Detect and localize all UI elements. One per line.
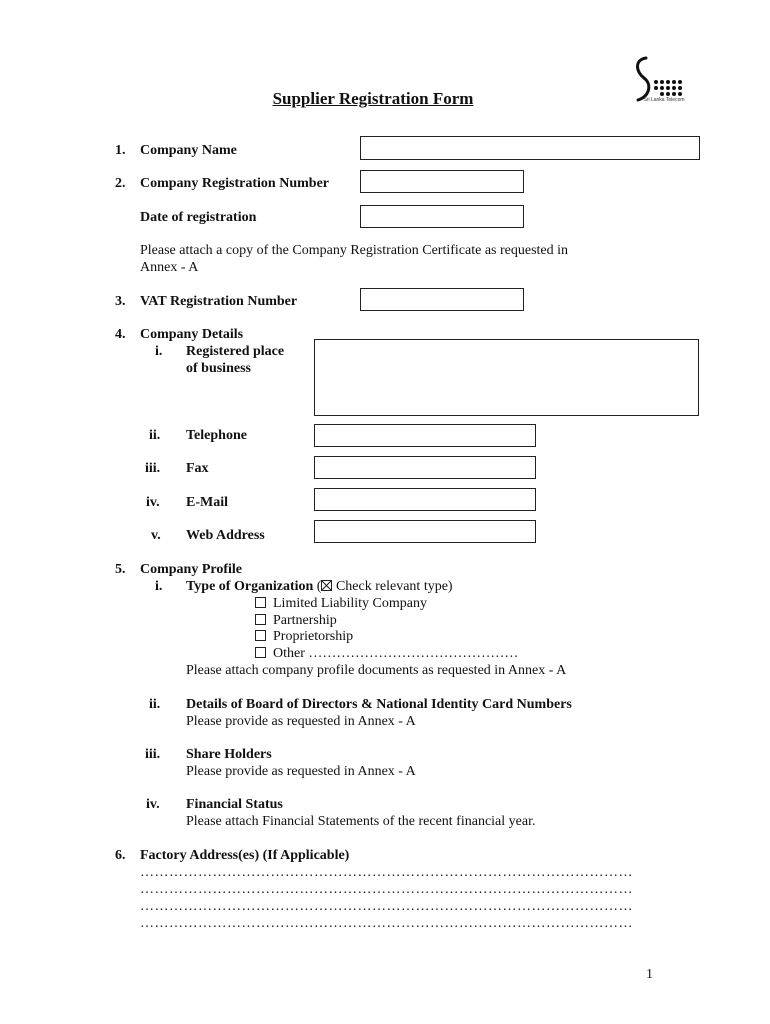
item-5-i-number: i. (155, 579, 163, 594)
section-3-number: 3. (115, 294, 126, 309)
item-4-v-number: v. (151, 528, 161, 543)
logo-caption: Sri Lanka Telecom (643, 97, 685, 103)
checkbox-icon[interactable] (255, 614, 266, 625)
financial-status-note: Please attach Financial Statements of the recent financial year. (186, 814, 536, 829)
item-5-iii-number: iii. (145, 747, 161, 762)
option-label: Limited Liability Company (273, 596, 427, 611)
share-holders-note: Please provide as requested in Annex - A (186, 764, 416, 779)
registration-note-line-1: Please attach a copy of the Company Registration Certificate as requested in (140, 243, 569, 258)
item-4-ii-number: ii. (149, 428, 161, 443)
registration-number-label: Company Registration Number (140, 176, 329, 191)
item-4-iv-number: iv. (146, 495, 160, 510)
telephone-label: Telephone (186, 428, 247, 443)
factory-address-line-1[interactable]: ………………………………………………………………………………………… (140, 865, 633, 880)
type-of-organization-label: Type of Organization (186, 579, 314, 594)
registered-place-label-1: Registered place (186, 344, 285, 359)
fax-label: Fax (186, 461, 209, 476)
registered-place-label-2: of business (186, 361, 251, 376)
company-details-label: Company Details (140, 327, 244, 342)
checkbox-icon[interactable] (255, 647, 266, 658)
option-partnership[interactable] (255, 612, 337, 629)
registration-note-line-2: Annex - A (140, 260, 199, 275)
factory-address-label: Factory Address(es) (If Applicable) (140, 848, 350, 863)
type-of-organization-line (186, 578, 453, 595)
company-name-label: Company Name (140, 143, 237, 158)
section-5-number: 5. (115, 562, 126, 577)
option-limited-liability[interactable] (255, 595, 427, 612)
item-4-i-number: i. (155, 344, 163, 359)
web-address-field[interactable] (314, 520, 536, 543)
share-holders-label: Share Holders (186, 747, 272, 762)
factory-address-line-2[interactable]: ………………………………………………………………………………………… (140, 882, 633, 897)
item-5-ii-number: ii. (149, 697, 161, 712)
fax-field[interactable] (314, 456, 536, 479)
item-5-iv-number: iv. (146, 797, 160, 812)
company-profile-label: Company Profile (140, 562, 243, 577)
section-2-number: 2. (115, 176, 126, 191)
company-name-field[interactable] (360, 136, 700, 160)
registered-place-field[interactable] (314, 339, 699, 416)
vat-number-label: VAT Registration Number (140, 294, 298, 309)
item-4-iii-number: iii. (145, 461, 161, 476)
telephone-field[interactable] (314, 424, 536, 447)
type-hint: Check relevant type) (332, 579, 453, 594)
checked-box-icon (321, 580, 332, 591)
page-title: Supplier Registration Form (272, 89, 474, 108)
date-of-registration-label: Date of registration (140, 210, 257, 225)
option-label: Proprietorship (273, 629, 354, 644)
factory-address-line-3[interactable]: ………………………………………………………………………………………… (140, 899, 633, 914)
date-of-registration-field[interactable] (360, 205, 524, 228)
registration-number-field[interactable] (360, 170, 524, 193)
checkbox-icon[interactable] (255, 597, 266, 608)
profile-docs-note: Please attach company profile documents as requested in Annex - A (186, 663, 567, 678)
section-4-number: 4. (115, 327, 126, 342)
page-number: 1 (646, 967, 653, 982)
board-of-directors-note: Please provide as requested in Annex - A (186, 714, 416, 729)
factory-address-line-4[interactable]: ………………………………………………………………………………………… (140, 916, 633, 931)
option-other[interactable] (255, 645, 518, 662)
checkbox-icon[interactable] (255, 630, 266, 641)
email-label: E-Mail (186, 495, 228, 510)
option-label: Partnership (273, 613, 337, 628)
web-address-label: Web Address (186, 528, 265, 543)
section-1-number: 1. (115, 143, 126, 158)
email-field[interactable] (314, 488, 536, 511)
financial-status-label: Financial Status (186, 797, 283, 812)
option-proprietorship[interactable] (255, 628, 353, 645)
vat-number-field[interactable] (360, 288, 524, 311)
option-label: Other ……………………………………… (273, 646, 519, 661)
section-6-number: 6. (115, 848, 126, 863)
board-of-directors-label: Details of Board of Directors & National Identity Card Numbers (186, 697, 572, 712)
type-hint-open: ( (313, 579, 322, 594)
